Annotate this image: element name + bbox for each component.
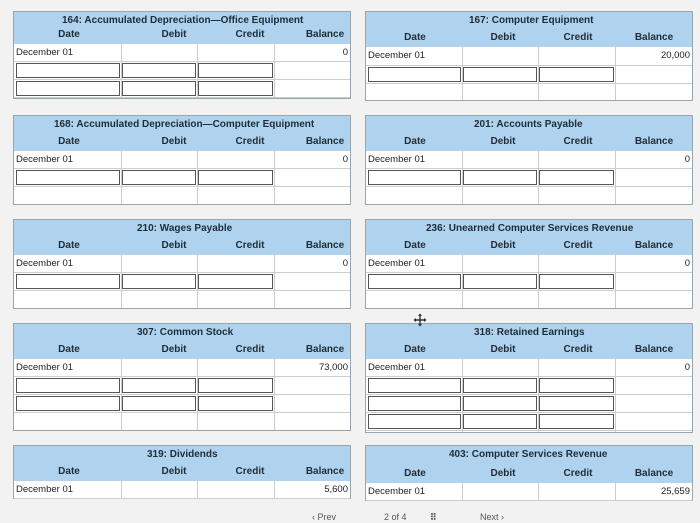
column-header-credit: Credit xyxy=(235,240,265,251)
ledger-title: 164: Accumulated Depreciation—Office Equipment xyxy=(62,15,304,26)
credit-input[interactable] xyxy=(198,274,273,289)
credit-input[interactable] xyxy=(539,274,614,289)
credit-input[interactable] xyxy=(539,396,614,411)
ledger-header xyxy=(14,324,350,359)
entry-row xyxy=(14,80,350,98)
opening-balance: 0 xyxy=(684,258,690,269)
column-header-balance: Balance xyxy=(305,136,345,147)
opening-balance-row xyxy=(14,359,350,377)
date-input[interactable] xyxy=(368,67,461,82)
column-header-credit: Credit xyxy=(563,32,593,43)
debit-input[interactable] xyxy=(122,63,196,78)
column-header-date: Date xyxy=(58,466,80,477)
date-input[interactable] xyxy=(368,414,461,429)
credit-input[interactable] xyxy=(198,81,273,96)
ledger-title: 307: Common Stock xyxy=(137,327,234,338)
debit-input[interactable] xyxy=(122,274,196,289)
opening-balance: 25,659 xyxy=(660,486,690,497)
credit-input[interactable] xyxy=(539,67,614,82)
entry-row xyxy=(14,395,350,413)
entry-row xyxy=(366,377,692,395)
date-input[interactable] xyxy=(368,378,461,393)
grid-icon[interactable]: ⠿ xyxy=(430,512,437,522)
column-header-credit: Credit xyxy=(235,136,265,147)
ledger-header xyxy=(366,324,692,359)
move-cursor-icon xyxy=(413,313,427,327)
ledger-title: 236: Unearned Computer Services Revenue xyxy=(426,223,634,234)
opening-balance-row xyxy=(366,255,692,273)
entry-row xyxy=(14,273,350,291)
ledger-210 xyxy=(13,219,351,309)
entry-row xyxy=(14,377,350,395)
column-header-credit: Credit xyxy=(235,466,265,477)
opening-balance: 73,000 xyxy=(318,362,348,373)
credit-input[interactable] xyxy=(198,378,273,393)
entry-row xyxy=(366,273,692,291)
debit-input[interactable] xyxy=(463,414,537,429)
column-header-balance: Balance xyxy=(305,29,345,40)
column-header-balance: Balance xyxy=(634,136,674,147)
debit-input[interactable] xyxy=(463,396,537,411)
debit-input[interactable] xyxy=(463,274,537,289)
column-header-credit: Credit xyxy=(563,468,593,479)
opening-date: December 01 xyxy=(16,362,74,373)
ledger-201 xyxy=(365,115,693,205)
opening-balance-row xyxy=(14,481,350,499)
column-header-debit: Debit xyxy=(161,344,187,355)
column-header-debit: Debit xyxy=(490,344,516,355)
ledger-307 xyxy=(13,323,351,431)
column-divider xyxy=(197,481,198,498)
opening-balance-row xyxy=(366,483,692,501)
prev-button[interactable] xyxy=(312,512,336,522)
column-divider xyxy=(538,483,539,500)
column-header-date: Date xyxy=(404,240,426,251)
page-indicator: 2 of 4 xyxy=(384,512,407,522)
entry-row xyxy=(366,395,692,413)
debit-input[interactable] xyxy=(122,396,196,411)
ledger-title: 201: Accounts Payable xyxy=(474,119,583,130)
column-header-date: Date xyxy=(404,468,426,479)
column-header-debit: Debit xyxy=(161,29,187,40)
column-header-credit: Credit xyxy=(563,136,593,147)
opening-date: December 01 xyxy=(16,484,74,495)
next-label: Next xyxy=(480,512,499,522)
column-header-date: Date xyxy=(404,136,426,147)
entry-row xyxy=(366,413,692,431)
column-header-date: Date xyxy=(58,344,80,355)
opening-date: December 01 xyxy=(16,47,74,58)
opening-balance-row xyxy=(366,47,692,66)
ledger-title: 403: Computer Services Revenue xyxy=(449,449,608,460)
opening-date: December 01 xyxy=(368,258,426,269)
opening-balance: 5,600 xyxy=(324,484,348,495)
next-button[interactable] xyxy=(480,512,504,522)
column-header-date: Date xyxy=(58,29,80,40)
ledger-header xyxy=(366,12,692,47)
column-header-balance: Balance xyxy=(305,344,345,355)
column-header-credit: Credit xyxy=(235,344,265,355)
column-header-balance: Balance xyxy=(634,32,674,43)
date-input[interactable] xyxy=(16,170,120,185)
opening-balance-row xyxy=(366,151,692,169)
entry-row xyxy=(14,62,350,80)
debit-input[interactable] xyxy=(463,378,537,393)
opening-date: December 01 xyxy=(368,154,426,165)
column-divider xyxy=(462,483,463,500)
column-divider xyxy=(274,481,275,498)
entry-row xyxy=(14,169,350,187)
credit-input[interactable] xyxy=(198,396,273,411)
debit-input[interactable] xyxy=(463,170,537,185)
ledger-title: 318: Retained Earnings xyxy=(474,327,585,338)
ledger-title: 167: Computer Equipment xyxy=(469,15,594,26)
opening-date: December 01 xyxy=(368,486,426,497)
debit-input[interactable] xyxy=(122,378,196,393)
credit-input[interactable] xyxy=(539,378,614,393)
ledger-header xyxy=(366,446,692,483)
ledger-header xyxy=(14,116,350,151)
ledger-title: 319: Dividends xyxy=(147,449,218,460)
ledger-header xyxy=(14,446,350,481)
debit-input[interactable] xyxy=(463,67,537,82)
opening-balance-row xyxy=(366,359,692,377)
column-header-balance: Balance xyxy=(305,240,345,251)
opening-balance: 0 xyxy=(342,258,348,269)
ledger-167 xyxy=(365,11,693,101)
ledger-header xyxy=(366,220,692,255)
column-divider xyxy=(121,481,122,498)
opening-date: December 01 xyxy=(368,362,426,373)
column-header-balance: Balance xyxy=(634,344,674,355)
column-header-credit: Credit xyxy=(235,29,265,40)
date-input[interactable] xyxy=(16,63,120,78)
ledger-header xyxy=(366,116,692,151)
opening-balance: 0 xyxy=(684,154,690,165)
entry-row xyxy=(366,66,692,84)
credit-input[interactable] xyxy=(198,170,273,185)
opening-balance: 0 xyxy=(684,362,690,373)
opening-balance-row xyxy=(14,255,350,273)
column-header-date: Date xyxy=(404,32,426,43)
column-header-date: Date xyxy=(58,240,80,251)
ledger-168 xyxy=(13,115,351,205)
date-input[interactable] xyxy=(368,396,461,411)
opening-balance: 20,000 xyxy=(660,50,690,61)
ledger-236 xyxy=(365,219,693,309)
opening-balance-row xyxy=(14,44,350,62)
column-header-balance: Balance xyxy=(634,468,674,479)
opening-date: December 01 xyxy=(16,154,74,165)
column-header-debit: Debit xyxy=(490,468,516,479)
date-input[interactable] xyxy=(368,170,461,185)
credit-input[interactable] xyxy=(539,414,614,429)
column-header-debit: Debit xyxy=(490,32,516,43)
ledger-403 xyxy=(365,445,693,501)
ledger-318 xyxy=(365,323,693,433)
column-header-date: Date xyxy=(58,136,80,147)
opening-date: December 01 xyxy=(16,258,74,269)
column-header-date: Date xyxy=(404,344,426,355)
column-header-balance: Balance xyxy=(634,240,674,251)
prev-chevron-icon: ‹ xyxy=(312,512,318,522)
entry-row xyxy=(366,169,692,187)
ledger-header xyxy=(14,220,350,255)
date-input[interactable] xyxy=(16,396,120,411)
column-header-credit: Credit xyxy=(563,240,593,251)
date-input[interactable] xyxy=(16,81,120,96)
next-chevron-icon: › xyxy=(498,512,505,522)
column-header-credit: Credit xyxy=(563,344,593,355)
ledger-title: 168: Accumulated Depreciation—Computer Equipment xyxy=(54,119,315,130)
opening-balance-row xyxy=(14,151,350,169)
date-input[interactable] xyxy=(16,274,120,289)
date-input[interactable] xyxy=(16,378,120,393)
credit-input[interactable] xyxy=(539,170,614,185)
column-header-debit: Debit xyxy=(490,240,516,251)
opening-balance: 0 xyxy=(342,154,348,165)
column-header-debit: Debit xyxy=(161,136,187,147)
ledger-title: 210: Wages Payable xyxy=(137,223,233,234)
prev-label: Prev xyxy=(317,512,337,522)
date-input[interactable] xyxy=(368,274,461,289)
opening-balance: 0 xyxy=(342,47,348,58)
ledger-164 xyxy=(13,11,351,99)
debit-input[interactable] xyxy=(122,170,196,185)
debit-input[interactable] xyxy=(122,81,196,96)
ledger-header xyxy=(14,12,350,44)
opening-date: December 01 xyxy=(368,50,426,61)
column-header-debit: Debit xyxy=(490,136,516,147)
column-divider xyxy=(615,483,616,500)
credit-input[interactable] xyxy=(198,63,273,78)
column-header-balance: Balance xyxy=(305,466,345,477)
ledger-319 xyxy=(13,445,351,499)
column-header-debit: Debit xyxy=(161,466,187,477)
column-header-debit: Debit xyxy=(161,240,187,251)
